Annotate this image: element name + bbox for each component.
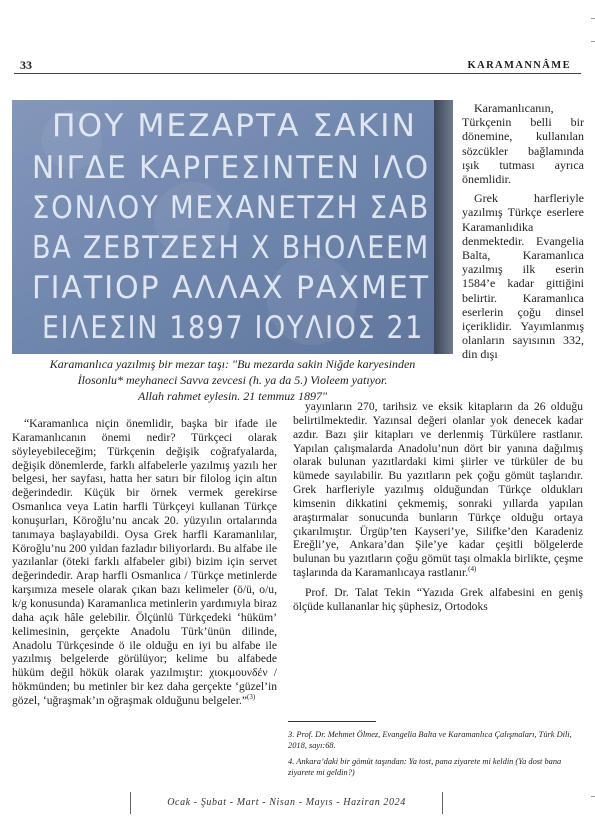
inscription-line-5: ΓΙΑΤΙΟΡ ΑΛΛΑΧ ΡΑΧΜΕΤ	[32, 270, 430, 306]
gravestone-inscription-image	[12, 100, 453, 354]
header-rule	[14, 73, 581, 74]
paragraph	[293, 400, 583, 580]
caption-line: Allah rahmet eylesin. 21 temmuz 1897"	[137, 388, 327, 403]
footnote-ref-3[interactable]: (3)	[247, 693, 256, 702]
photo-caption	[12, 357, 453, 404]
middle-column	[293, 400, 583, 614]
paragraph: Karamanlıcanın, Türkçenin belli bir dönemine, kullanılan sözcükler bağlamında ışık tutması ayrıca önemlidir.	[462, 101, 584, 187]
inscription-line-6: ΕΙΛΕΣΙΝ 1897 ΙΟΥΛΙΟΣ 21	[42, 310, 424, 346]
left-column	[12, 417, 277, 708]
inscription-line-4: ΒΑ ΖΕΒΤΖΕΣΗ Χ ΒΗΟΛΕΕΜ	[32, 230, 430, 266]
page-number: 33	[20, 58, 32, 72]
margin-tick	[591, 796, 595, 797]
paragraph: Prof. Dr. Talat Tekin “Yazıda Grek alfabesini en geniş ölçüde kullananlar hiç şüphesiz, Ortodoks	[293, 585, 583, 613]
inscription-line-1: ΠΟΥ ΜΕΖΑΡΤΑ ΣΑΚΙΝ	[52, 108, 417, 144]
footnote-rule	[288, 721, 376, 722]
caption-line: İlosonlu* meyhaneci Savva zevcesi (h. ya da 5.) Violeem yatıyor.	[77, 372, 388, 387]
running-title: KARAMANNÂME	[467, 60, 571, 71]
issue-footer: Ocak - Şubat - Mart - Nisan - Mayıs - Haziran 2024	[130, 792, 443, 814]
inscription-line-2: ΝΙΓΔΕ ΚΑΡΓΕΣΙΝΤΕΝ ΙΛΟ	[32, 150, 430, 186]
gravestone-photo	[12, 100, 453, 354]
paragraph: Grek harfleriyle yazılmış Türkçe eserlere Karamanlıdika denmektedir. Evangelia Balta, Karamanlıca yazılmış ilk eserin 1584’e kadar gittiğini belirtir. Karamanlıca eserlerin çoğu dinsel içeriklidir. Yayımlanmış olanların sayısının 332, din dışı	[462, 191, 584, 362]
margin-tick	[591, 41, 595, 42]
inscription-line-3: ΣΟΝΛΟΥ ΜΕΧΑΝΕΤΖΗ ΣΑΒ	[32, 190, 430, 226]
footnote-3: 3. Prof. Dr. Mehmet Ölmez, Evangelia Balta ve Karamanlıca Çalışmaları, Türk Dili, 2018, sayı:68.	[288, 730, 572, 750]
paragraph-text: yayınların 270, tarihsiz ve eksik kitapların da 26 olduğu belirtilmektedir. Yazınsal değeri olanlar yok denecek kadar azdır. Bazı şiir kitapları ve derlenmiş Türkülere rastlanır. Yapılan çalışmalarda Anadolu’nun dört bir yanına dağılmış olarak bulunan yazıtlardaki kimi şiirler ve türküler de bu kümede sayılabilir. Bu yazıtların pek çoğu gömüt taşlarıdır. Grek harfleriyle yazılmış olduğundan Türkçe oldukları kimsenin dikkatini çekmemiş, sonraki yıllarda yapılan araştırmalar sonucunda bunların Türkçe olduğu ortaya çıkarılmıştır. Ürgüp’ten Kayseri’ye, Silifke’den Karadeniz Ereğli’ye, Ankara’dan Şile’ye kadar çeşitli bölgelerde bulunan bu yazıtların çoğu gömüt taşı olmakla birlikte, çeşme taşlarında da Karamanlıcaya rastlanır.	[293, 400, 583, 580]
quote-text: “Karamanlıca niçin önemlidir, başka bir ifade ile Karamanlıcanın önemi nedir? Türkçeci olarak söyleyebileceğim; Türkçenin değişik coğrafyalarda, değişik dönemlerde, farklı alfabelerle yazılmış yazılı her belgesi, her sayfası, hatta her satırı bir filolog için altın değerindedir. Küçük bir örnek vermek gerekirse Osmanlıca veya Latin harfli Türkçeyi kullanan Türkçe konuşurları, Köroğlu’nu ancak 20. yüzyılın ortalarında tanımaya başlayabildi. Oysa Grek harfli Karamanlılar, Köroğlu’nu 200 yıldan fazladır biliyorlardı. Bu alfabe ile yazılanlar (öteki farklı alfabeler gibi) bizim için servet değerindedir. Arap harfli Osmanlıca / Türkçe metinlerde karşımıza mesele olarak çıkan bazı kelimeler (ö/ü, o/u, k/g konusunda) Karamanlıca metinlerin yardımıyla biraz daha açık hâle gelebilir. Ölçünlü Türkçedeki ‘hüküm’ kelimesinin, gerçekte Anadolu Türk’ünün dilinde, Anadolu Türkçesinde ö ile olduğu en iyi bu alfabe ile yazılmış belgelerde görülüyor; kelime bu alfabede hüküm değil hökük olarak yazılmıştır: χιοκμουνδέν / hökmünden; bu metinler bir kez daha gerçekte ‘güzel’in gözel, ‘uğraşmak’ın oğraşmak olduğunu belgeler.”	[12, 417, 277, 707]
quote-paragraph	[12, 417, 277, 708]
margin-tick	[591, 18, 595, 19]
footnote-ref-4[interactable]: (4)	[468, 565, 477, 574]
caption-line: Karamanlıca yazılmış bir mezar taşı: "Bu mezarda sakin Niğde karyesinden	[49, 357, 416, 371]
right-column	[462, 101, 584, 362]
footnote-4: 4. Ankara’daki bir gömüt taşından: Ya tost, pana ziyarete mi keldin (Ya dost bana ziyarete mi geldin?)	[288, 757, 562, 777]
